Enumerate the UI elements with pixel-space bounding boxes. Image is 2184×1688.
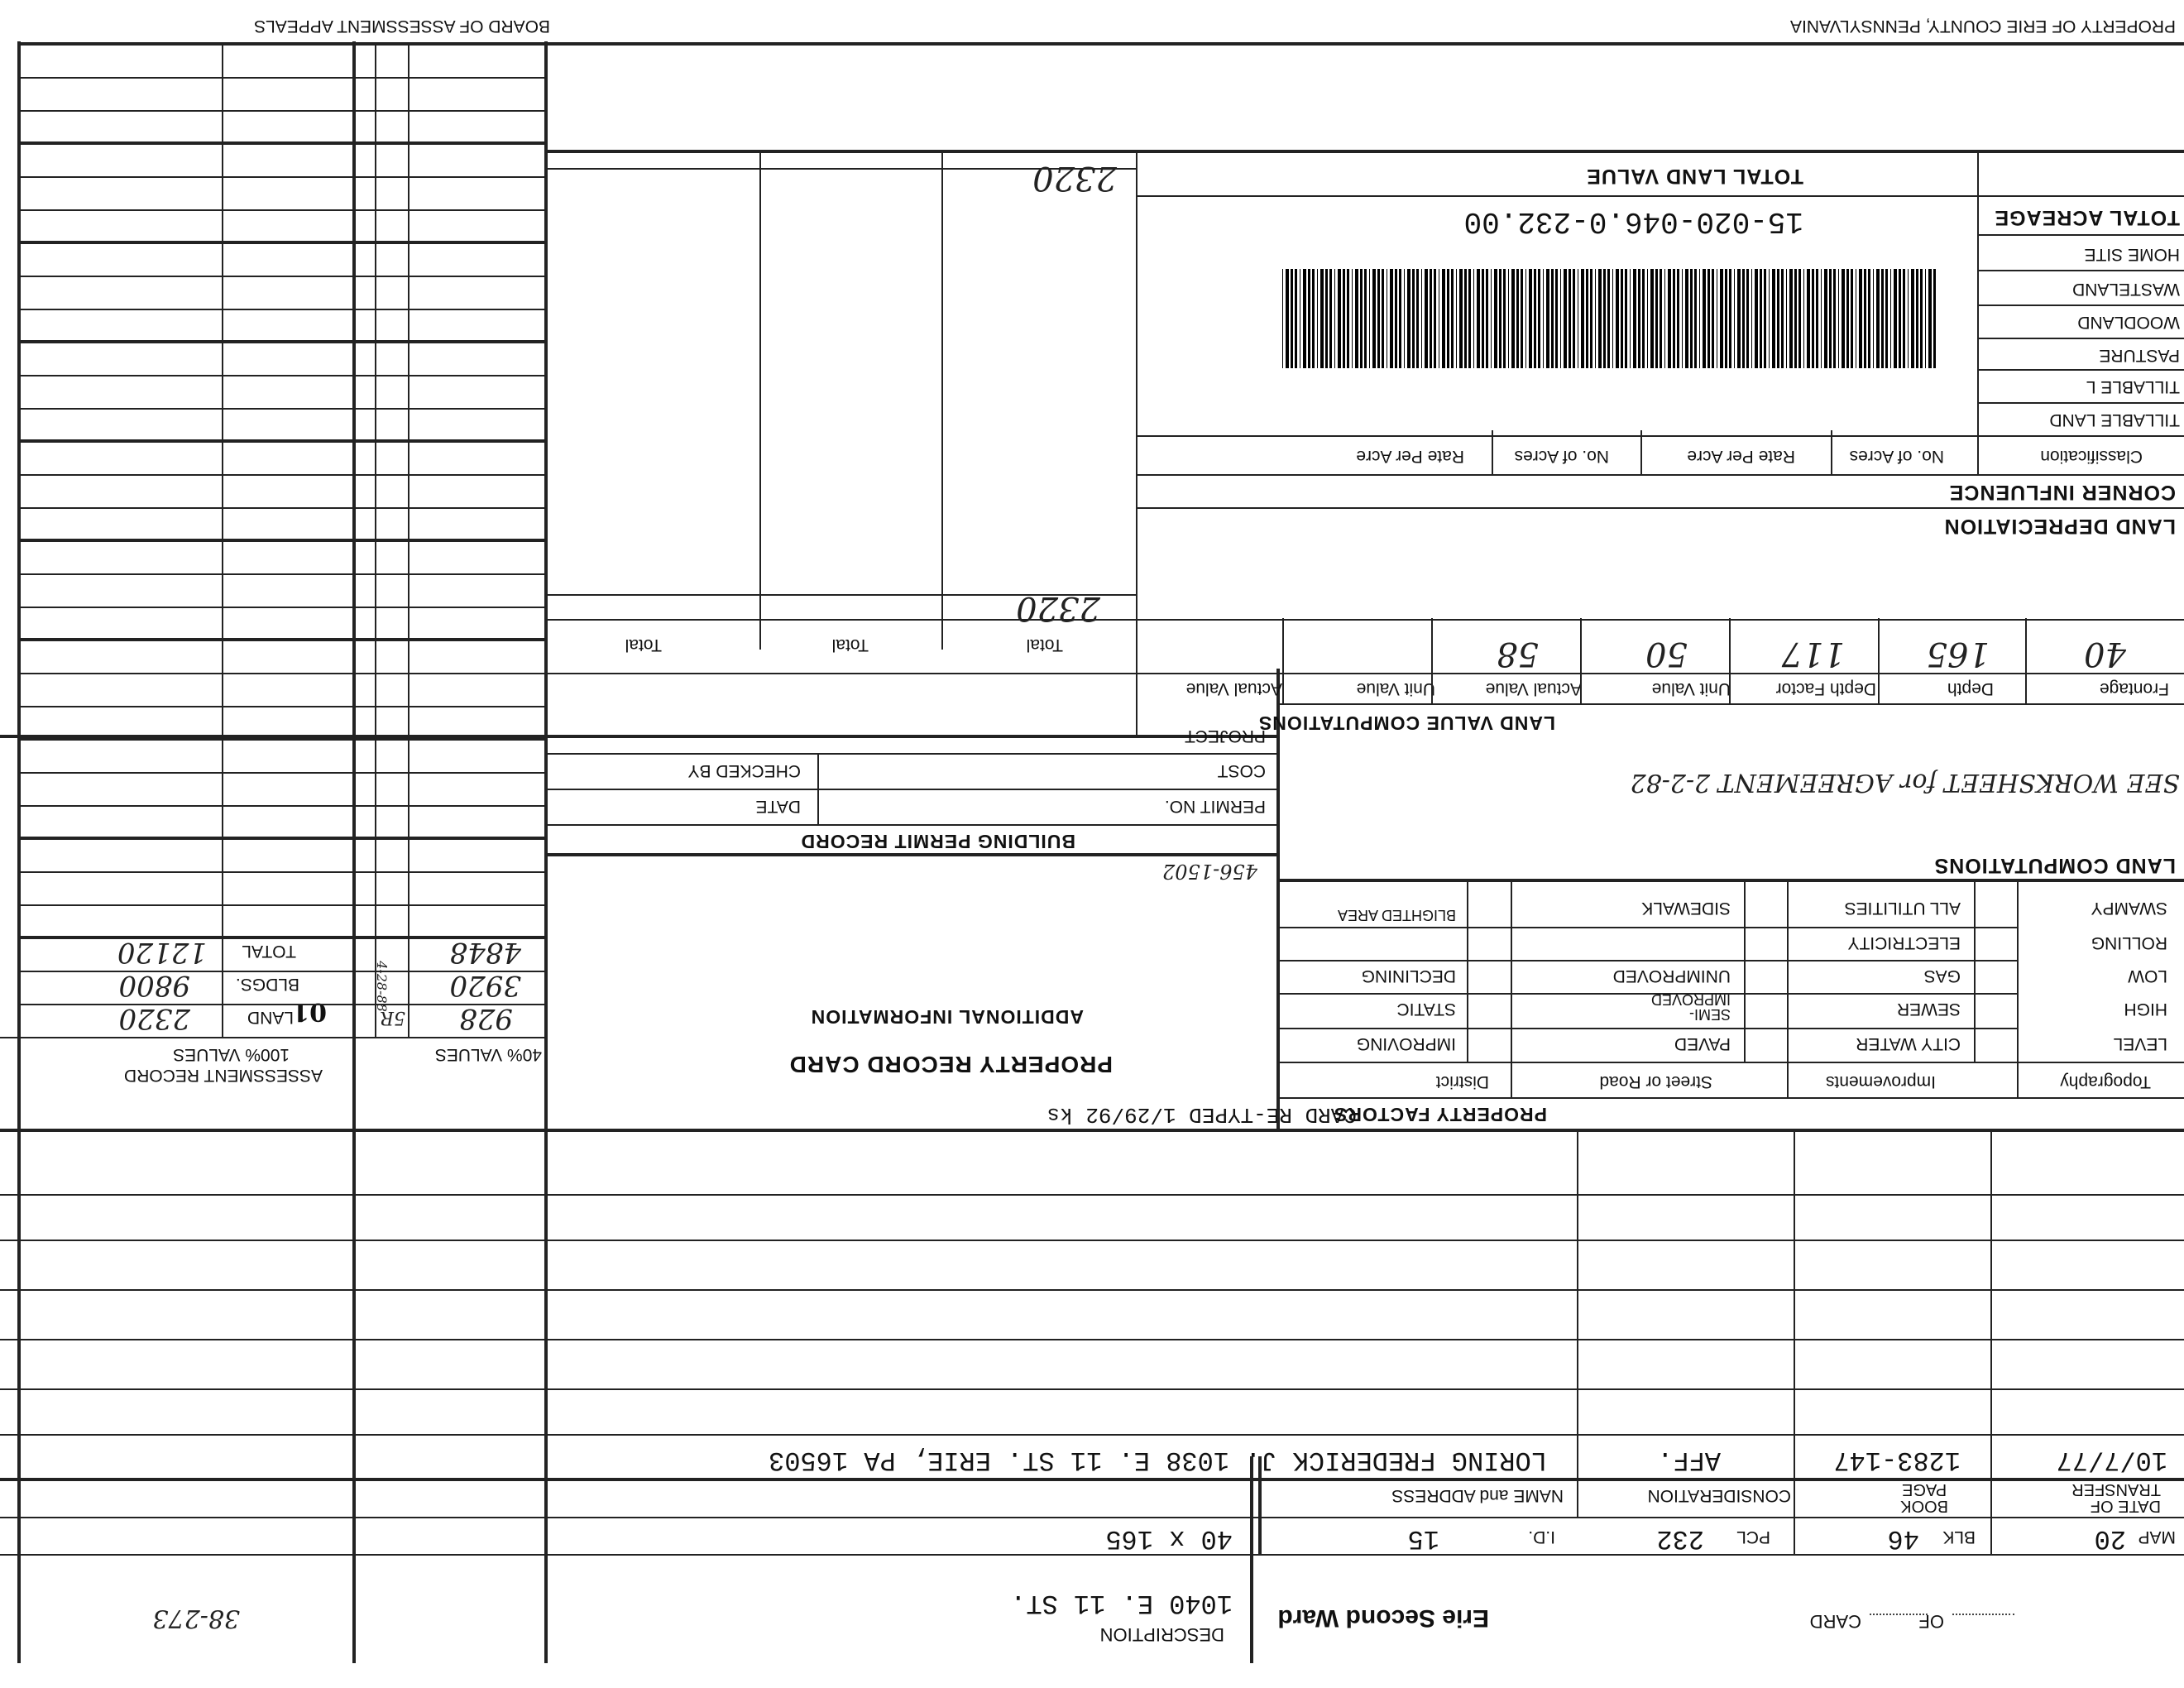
- divider: [21, 309, 548, 310]
- assessment-total-label: TOTAL: [242, 942, 296, 961]
- divider: [21, 241, 548, 244]
- improvements-header: Improvements: [1825, 1072, 1936, 1091]
- divider: [1280, 1028, 2019, 1029]
- acres-header-2: No. of Acres: [1514, 447, 1609, 466]
- land-computations-note: SEE WORKSHEET for AGREEMENT 2-2-82: [1630, 768, 2180, 797]
- divider: [544, 41, 548, 1663]
- actual-value-2-header: Actual Value: [1185, 679, 1282, 698]
- permit-date-label: DATE: [755, 797, 801, 816]
- divider: [546, 168, 1138, 170]
- divider: [0, 1339, 2184, 1340]
- values-40-total: 4848: [449, 936, 521, 969]
- divider: [1280, 927, 2019, 928]
- acreage-tillable-land: TILLABLE LAND: [2049, 410, 2180, 429]
- total-col-1-label: Total: [1026, 635, 1063, 655]
- unit-value-value: 50: [1645, 635, 1688, 673]
- assessment-bldgs-label: BLDGS.: [235, 975, 299, 994]
- blk-label: BLK: [1942, 1527, 1976, 1547]
- description-label: DESCRIPTION: [1099, 1624, 1224, 1645]
- divider: [546, 673, 2184, 674]
- parcel-number: 15-020-046.0-232.00: [1463, 204, 1803, 238]
- total-land-value-label: TOTAL LAND VALUE: [1586, 165, 1803, 188]
- divider: [21, 375, 548, 376]
- divider: [1138, 435, 2184, 437]
- pcl-label: PCL: [1736, 1527, 1770, 1547]
- divider: [1280, 703, 2184, 705]
- divider: [1580, 618, 1582, 705]
- divider: [1744, 882, 1746, 1063]
- assessment-land-value: 2320: [118, 1002, 190, 1035]
- divider: [1511, 882, 1512, 1099]
- assessment-total-value: 12120: [117, 936, 207, 969]
- transfer-date: 10/7/77: [2056, 1445, 2167, 1475]
- building-permit-title: BUILDING PERMIT RECORD: [800, 831, 1075, 852]
- divider: [21, 141, 548, 145]
- improvements-gas: GAS: [1923, 966, 1961, 985]
- street-semi-improved: SEMI-IMPROVED: [1650, 991, 1731, 1023]
- acres-header-1: No. of Acres: [1849, 447, 1944, 466]
- depth-value: 165: [1926, 635, 1990, 673]
- corner-influence-title: CORNER INFLUENCE: [1948, 481, 2176, 504]
- district-header: District: [1435, 1072, 1489, 1091]
- divider: [0, 1517, 2184, 1518]
- values-40-mark: 5R: [380, 1007, 405, 1028]
- building-permit-handwritten: 456-1502: [1162, 860, 1257, 883]
- divider: [21, 936, 548, 939]
- ward-name: Erie Second Ward: [1277, 1604, 1489, 1632]
- divider: [1280, 960, 2019, 961]
- frontage-header: Frontage: [2099, 679, 2169, 698]
- divider: [1278, 1097, 2184, 1099]
- parcel-barcode: [1282, 269, 1936, 368]
- divider: [222, 46, 223, 1038]
- board-of-appeals-header: BOARD OF ASSESSMENT APPEALS: [254, 17, 550, 36]
- additional-information-title: ADDITIONAL INFORMATION: [810, 1006, 1084, 1028]
- divider: [1276, 669, 1280, 1132]
- street-unimproved: UNIMPROVED: [1612, 966, 1731, 985]
- divider: [1990, 1132, 1992, 1518]
- street-header: Street or Road: [1599, 1072, 1712, 1091]
- street-sidewalk: SIDEWALK: [1641, 899, 1731, 918]
- divider: [1282, 618, 1284, 705]
- improvements-electricity: ELECTRICITY: [1847, 933, 1961, 952]
- divider: [0, 1478, 2184, 1481]
- assessment-land-label: LAND: [247, 1008, 294, 1027]
- assessment-record-title: ASSESSMENT RECORD: [124, 1066, 323, 1085]
- divider: [1640, 430, 1642, 476]
- divider: [375, 46, 376, 1038]
- divider: [0, 1388, 2184, 1390]
- divider: [546, 594, 1138, 596]
- district-declining: DECLINING: [1361, 966, 1456, 985]
- divider: [1138, 195, 2184, 197]
- divider: [21, 77, 548, 79]
- divider: [0, 1037, 548, 1038]
- divider: [1492, 430, 1493, 476]
- divider: [1136, 153, 1138, 738]
- property-record-card-title: PROPERTY RECORD CARD: [788, 1052, 1113, 1077]
- divider: [21, 507, 548, 509]
- land-depreciation-title: LAND DEPRECIATION: [1943, 515, 2176, 538]
- divider: [817, 755, 819, 826]
- map-value: 20: [2094, 1523, 2126, 1554]
- district-static: STATIC: [1396, 1000, 1456, 1019]
- pcl-value: 232: [1656, 1523, 1704, 1554]
- divider: [21, 474, 548, 476]
- acreage-woodland: WOODLAND: [2077, 313, 2180, 332]
- divider: [0, 1240, 2184, 1241]
- name-address-header: NAME and ADDRESS: [1391, 1486, 1564, 1505]
- cost-label: COST: [1217, 761, 1266, 780]
- divider: [1979, 234, 2184, 236]
- transfer-book-page: 1283-147: [1833, 1445, 1961, 1475]
- actual-value-header: Actual Value: [1485, 679, 1582, 698]
- id-label: I.D.: [1528, 1527, 1555, 1547]
- divider: [21, 539, 548, 542]
- description-value: 1040 E. 11 ST.: [1010, 1588, 1233, 1618]
- of-blank: [1952, 1614, 2014, 1615]
- topography-high: HIGH: [2124, 1000, 2167, 1019]
- topography-low: LOW: [2128, 966, 2167, 985]
- acreage-tillable-l: TILLABLE L: [2086, 377, 2180, 396]
- divider: [1977, 153, 1979, 476]
- divider: [1979, 402, 2184, 404]
- divider: [21, 209, 548, 211]
- divider: [21, 607, 548, 608]
- id-value: 15: [1407, 1523, 1439, 1554]
- district-blighted-area: BLIGHTED AREA: [1337, 907, 1456, 923]
- divider: [21, 673, 548, 674]
- divider: [2025, 618, 2027, 705]
- retyped-note: CARD RE-TYPED 1/29/92 ks: [1046, 1102, 1357, 1127]
- actual-value-value: 58: [1497, 635, 1539, 673]
- divider: [21, 904, 548, 906]
- divider: [21, 408, 548, 410]
- divider: [21, 1004, 548, 1005]
- divider: [548, 853, 1280, 856]
- improvements-all-utilities: ALL UTILITIES: [1844, 899, 1961, 918]
- street-paved: PAVED: [1674, 1034, 1731, 1053]
- divider: [1831, 430, 1832, 476]
- rate-header-2: Rate Per Acre: [1356, 447, 1464, 466]
- acreage-home-site: HOME SITE: [2084, 245, 2180, 264]
- divider: [21, 706, 548, 707]
- total-col-2-label: Total: [831, 635, 869, 655]
- divider: [0, 1289, 2184, 1291]
- checked-by-label: CHECKED BY: [687, 761, 801, 780]
- values-40-bldgs: 3920: [449, 969, 521, 1002]
- divider: [1979, 270, 2184, 271]
- project-label: PROJECT: [1184, 727, 1266, 746]
- acreage-wasteland: WASTELAND: [2072, 280, 2180, 299]
- divider: [1979, 338, 2184, 339]
- card-label: CARD: [1809, 1611, 1861, 1632]
- divider: [0, 1194, 2184, 1196]
- divider: [759, 153, 761, 650]
- district-improving: IMPROVING: [1356, 1034, 1456, 1053]
- divider: [21, 871, 548, 873]
- divider: [0, 1554, 2184, 1556]
- divider: [21, 276, 548, 277]
- divider: [17, 41, 21, 1663]
- divider: [21, 573, 548, 575]
- depth-header: Depth: [1947, 679, 1994, 698]
- divider: [21, 110, 548, 112]
- divider: [548, 753, 1280, 755]
- assessment-mark: 01: [292, 997, 327, 1026]
- divider: [1787, 882, 1789, 1099]
- map-label: MAP: [2138, 1527, 2176, 1547]
- divider: [548, 824, 1280, 826]
- property-factors-title: PROPERTY FACTORS: [1334, 1104, 1547, 1125]
- frontage-value: 40: [2084, 635, 2126, 673]
- divider: [1974, 882, 1976, 1063]
- improvements-sewer: SEWER: [1896, 1000, 1961, 1019]
- acreage-pasture: PASTURE: [2099, 346, 2180, 365]
- divider: [21, 737, 548, 741]
- divider: [546, 150, 2184, 153]
- rate-header-1: Rate Per Acre: [1687, 447, 1795, 466]
- divider: [546, 619, 2184, 621]
- divider: [408, 46, 410, 1038]
- property-of-header: PROPERTY OF ERIE COUNTY, PENNSYLVANIA: [1789, 17, 2176, 36]
- assessment-100-header: 100% VALUES: [173, 1045, 290, 1064]
- divider: [352, 41, 356, 1663]
- total-land-value: 2320: [1032, 159, 1117, 197]
- topography-swampy: SWAMPY: [2091, 899, 2167, 918]
- divider: [1138, 507, 2184, 509]
- total-value: 2320: [1016, 589, 1100, 627]
- divider: [21, 837, 548, 840]
- divider: [21, 772, 548, 774]
- divider: [1979, 305, 2184, 306]
- values-40-land: 928: [459, 1002, 513, 1035]
- topography-level: LEVEL: [2113, 1034, 2167, 1053]
- divider: [0, 1434, 2184, 1436]
- topography-rolling: ROLLING: [2091, 933, 2167, 952]
- divider: [21, 176, 548, 178]
- improvements-city-water: CITY WATER: [1856, 1034, 1961, 1053]
- transfer-date-header: DATE OF TRANSFER: [2071, 1480, 2161, 1515]
- divider: [21, 340, 548, 343]
- divider: [1979, 369, 2184, 371]
- values-40-header: 40% VALUES: [434, 1045, 542, 1064]
- transfer-name-address: LORING FREDERICK J. 1038 E. 11 ST. ERIE, PA 16503: [769, 1445, 1547, 1475]
- divider: [1577, 1132, 1578, 1518]
- land-computations-title: LAND COMPUTATIONS: [1933, 854, 2176, 877]
- divider: [548, 789, 1280, 790]
- divider: [941, 153, 943, 650]
- depth-factor-header: Depth Factor: [1775, 679, 1876, 698]
- divider: [1280, 879, 2184, 882]
- assessment-bldgs-value: 9800: [118, 969, 190, 1002]
- transfer-consideration: AFF.: [1657, 1445, 1721, 1475]
- divider: [21, 42, 2184, 46]
- of-label: OF: [1918, 1611, 1944, 1632]
- divider: [1467, 882, 1468, 1063]
- divider: [21, 805, 548, 807]
- total-col-3-label: Total: [625, 635, 662, 655]
- unit-value-header: Unit Value: [1651, 679, 1731, 698]
- divider: [1729, 618, 1731, 705]
- book-page-header: BOOK PAGE: [1900, 1480, 1948, 1515]
- divider: [2017, 882, 2019, 1099]
- divider: [1794, 1132, 1795, 1518]
- divider: [21, 971, 548, 972]
- unit-value-2-header: Unit Value: [1356, 679, 1435, 698]
- depth-factor-value: 117: [1781, 635, 1845, 673]
- total-acreage-label: TOTAL ACREAGE: [1994, 206, 2180, 229]
- divider: [1431, 618, 1433, 705]
- values-40-date-note: 4-28-88: [374, 961, 390, 1012]
- divider: [1878, 618, 1880, 705]
- divider: [21, 439, 548, 443]
- consideration-header: CONSIDERATION: [1647, 1486, 1791, 1505]
- dimensions: 40 x 165: [1105, 1523, 1233, 1554]
- divider: [1138, 474, 2184, 476]
- divider: [0, 1129, 2184, 1132]
- topography-header: Topography: [2060, 1072, 2151, 1091]
- blk-value: 46: [1887, 1523, 1919, 1554]
- divider: [1250, 1456, 1253, 1663]
- divider: [1280, 993, 2019, 995]
- stamp-number: 38-273: [152, 1604, 240, 1633]
- land-value-computations-title: LAND VALUE COMPUTATIONS: [1257, 712, 1555, 734]
- divider: [1278, 1062, 2184, 1063]
- classification-header: Classification: [2040, 447, 2143, 466]
- divider: [21, 638, 548, 641]
- permit-no-label: PERMIT NO.: [1164, 797, 1266, 816]
